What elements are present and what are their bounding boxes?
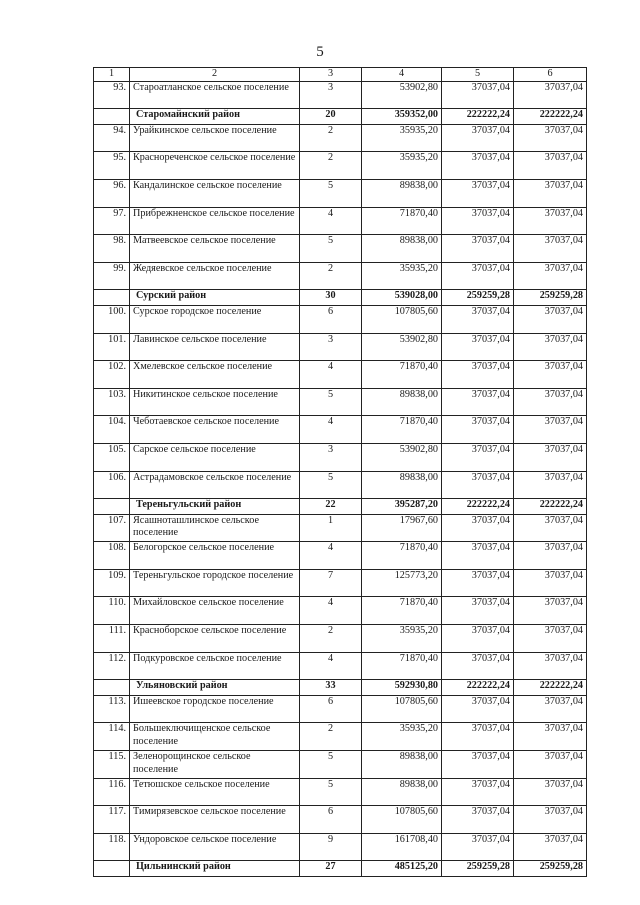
amount: 35935,20 [362,124,442,152]
settlement-row [94,416,587,444]
row-number [94,109,130,125]
row-number [94,290,130,306]
quantity: 7 [300,569,362,597]
quantity: 5 [300,751,362,779]
quantity: 2 [300,625,362,653]
value-col-5: 37037,04 [442,514,514,542]
value-col-5: 222222,24 [442,499,514,515]
value-col-5: 37037,04 [442,388,514,416]
amount: 89838,00 [362,235,442,263]
quantity: 1 [300,514,362,542]
row-number: 105. [94,443,130,471]
row-number: 104. [94,416,130,444]
row-number [94,499,130,515]
quantity: 4 [300,207,362,235]
settlement-name: Староатланское сельское поселение [130,81,300,109]
settlement-row [94,833,587,861]
settlement-name: Никитинское сельское поселение [130,388,300,416]
quantity: 5 [300,778,362,806]
quantity: 4 [300,597,362,625]
row-number: 114. [94,723,130,751]
district-name: Сурский район [130,290,300,306]
amount: 89838,00 [362,751,442,779]
value-col-6: 37037,04 [514,152,587,180]
quantity: 6 [300,806,362,834]
column-number-2: 2 [130,68,300,82]
settlement-name: Чеботаевское сельское поселение [130,416,300,444]
value-col-5: 37037,04 [442,723,514,751]
settlement-name: Михайловское сельское поселение [130,597,300,625]
value-col-5: 37037,04 [442,778,514,806]
value-col-6: 37037,04 [514,81,587,109]
quantity: 27 [300,861,362,877]
settlement-name: Матвеевское сельское поселение [130,235,300,263]
district-total-row [94,109,587,125]
row-number: 96. [94,179,130,207]
value-col-5: 37037,04 [442,597,514,625]
amount: 485125,20 [362,861,442,877]
value-col-6: 222222,24 [514,109,587,125]
value-col-6: 37037,04 [514,443,587,471]
settlement-name: Жедяевское сельское поселение [130,262,300,290]
value-col-6: 259259,28 [514,290,587,306]
settlement-row [94,443,587,471]
quantity: 4 [300,416,362,444]
value-col-6: 37037,04 [514,569,587,597]
amount: 89838,00 [362,179,442,207]
column-number-6: 6 [514,68,587,82]
settlement-name: Подкуровское сельское поселение [130,652,300,680]
settlement-name: Ундоровское сельское поселение [130,833,300,861]
quantity: 5 [300,235,362,263]
amount: 35935,20 [362,152,442,180]
settlement-row [94,751,587,779]
quantity: 2 [300,124,362,152]
value-col-6: 37037,04 [514,235,587,263]
column-number-5: 5 [442,68,514,82]
amount: 35935,20 [362,625,442,653]
value-col-6: 37037,04 [514,723,587,751]
quantity: 22 [300,499,362,515]
settlement-row [94,179,587,207]
value-col-6: 37037,04 [514,778,587,806]
row-number: 94. [94,124,130,152]
row-number: 116. [94,778,130,806]
value-col-6: 37037,04 [514,806,587,834]
amount: 17967,60 [362,514,442,542]
value-col-5: 222222,24 [442,109,514,125]
value-col-5: 37037,04 [442,471,514,499]
quantity: 5 [300,388,362,416]
district-total-row [94,499,587,515]
value-col-5: 37037,04 [442,542,514,570]
value-col-6: 37037,04 [514,361,587,389]
amount: 71870,40 [362,207,442,235]
row-number: 109. [94,569,130,597]
settlement-name: Ясашноташлинское сельское поселение [130,514,300,542]
settlement-name: Урайкинское сельское поселение [130,124,300,152]
value-col-5: 37037,04 [442,833,514,861]
quantity: 4 [300,652,362,680]
amount: 89838,00 [362,471,442,499]
value-col-6: 37037,04 [514,625,587,653]
value-col-6: 37037,04 [514,833,587,861]
row-number [94,680,130,696]
row-number: 110. [94,597,130,625]
settlement-row [94,81,587,109]
value-col-5: 37037,04 [442,625,514,653]
settlement-name: Сарское сельское поселение [130,443,300,471]
amount: 71870,40 [362,597,442,625]
quantity: 2 [300,152,362,180]
value-col-6: 37037,04 [514,695,587,723]
settlement-row [94,333,587,361]
settlement-row [94,124,587,152]
settlement-name: Белогорское сельское поселение [130,542,300,570]
district-name: Старомайнский район [130,109,300,125]
quantity: 5 [300,471,362,499]
row-number: 112. [94,652,130,680]
settlement-row [94,514,587,542]
value-col-6: 37037,04 [514,471,587,499]
row-number: 99. [94,262,130,290]
quantity: 5 [300,179,362,207]
value-col-5: 259259,28 [442,861,514,877]
amount: 89838,00 [362,388,442,416]
amount: 107805,60 [362,695,442,723]
settlement-name: Краснореченское сельское поселение [130,152,300,180]
amount: 592930,80 [362,680,442,696]
value-col-6: 37037,04 [514,652,587,680]
column-number-1: 1 [94,68,130,82]
quantity: 4 [300,542,362,570]
row-number: 95. [94,152,130,180]
value-col-5: 37037,04 [442,361,514,389]
table-header-row [94,68,587,82]
row-number: 107. [94,514,130,542]
value-col-5: 259259,28 [442,290,514,306]
row-number: 106. [94,471,130,499]
value-col-6: 37037,04 [514,333,587,361]
row-number: 93. [94,81,130,109]
settlement-row [94,569,587,597]
settlement-name: Зеленорощинское сельское поселение [130,751,300,779]
value-col-6: 37037,04 [514,597,587,625]
row-number: 118. [94,833,130,861]
value-col-6: 222222,24 [514,499,587,515]
settlement-name: Хмелевское сельское поселение [130,361,300,389]
settlement-row [94,778,587,806]
amount: 35935,20 [362,723,442,751]
value-col-5: 37037,04 [442,235,514,263]
column-number-3: 3 [300,68,362,82]
district-total-row [94,290,587,306]
value-col-5: 37037,04 [442,124,514,152]
allocation-table [93,67,587,877]
value-col-5: 37037,04 [442,806,514,834]
settlement-name: Лавинское сельское поселение [130,333,300,361]
settlement-name: Ишеевское городское поселение [130,695,300,723]
row-number: 117. [94,806,130,834]
row-number: 101. [94,333,130,361]
amount: 53902,80 [362,333,442,361]
settlement-name: Прибрежненское сельское поселение [130,207,300,235]
row-number: 100. [94,305,130,333]
row-number [94,861,130,877]
amount: 107805,60 [362,305,442,333]
value-col-5: 37037,04 [442,569,514,597]
value-col-6: 37037,04 [514,124,587,152]
settlement-name: Тетюшское сельское поселение [130,778,300,806]
district-name: Цильнинский район [130,861,300,877]
amount: 71870,40 [362,542,442,570]
settlement-row [94,542,587,570]
district-name: Тереньгульский район [130,499,300,515]
value-col-5: 37037,04 [442,207,514,235]
quantity: 33 [300,680,362,696]
amount: 89838,00 [362,778,442,806]
settlement-name: Сурское городское поселение [130,305,300,333]
settlement-name: Астрадамовское сельское поселение [130,471,300,499]
settlement-row [94,305,587,333]
amount: 53902,80 [362,443,442,471]
quantity: 6 [300,695,362,723]
amount: 395287,20 [362,499,442,515]
settlement-name: Тереньгульское городское поселение [130,569,300,597]
row-number: 111. [94,625,130,653]
row-number: 98. [94,235,130,263]
value-col-6: 37037,04 [514,305,587,333]
row-number: 102. [94,361,130,389]
value-col-6: 37037,04 [514,262,587,290]
amount: 125773,20 [362,569,442,597]
settlement-row [94,388,587,416]
value-col-5: 222222,24 [442,680,514,696]
value-col-5: 37037,04 [442,179,514,207]
settlement-row [94,806,587,834]
settlement-name: Красноборское сельское поселение [130,625,300,653]
settlement-name: Тимирязевское сельское поселение [130,806,300,834]
settlement-row [94,652,587,680]
quantity: 9 [300,833,362,861]
amount: 71870,40 [362,652,442,680]
district-name: Ульяновский район [130,680,300,696]
settlement-row [94,597,587,625]
quantity: 20 [300,109,362,125]
settlement-row [94,361,587,389]
quantity: 2 [300,262,362,290]
value-col-5: 37037,04 [442,262,514,290]
quantity: 6 [300,305,362,333]
value-col-5: 37037,04 [442,305,514,333]
district-total-row [94,861,587,877]
row-number: 113. [94,695,130,723]
value-col-5: 37037,04 [442,751,514,779]
value-col-6: 37037,04 [514,207,587,235]
settlement-row [94,723,587,751]
value-col-6: 37037,04 [514,416,587,444]
value-col-5: 37037,04 [442,416,514,444]
value-col-6: 37037,04 [514,388,587,416]
amount: 107805,60 [362,806,442,834]
district-total-row [94,680,587,696]
settlement-row [94,152,587,180]
amount: 539028,00 [362,290,442,306]
value-col-5: 37037,04 [442,152,514,180]
quantity: 4 [300,361,362,389]
amount: 359352,00 [362,109,442,125]
settlement-row [94,235,587,263]
column-number-4: 4 [362,68,442,82]
value-col-6: 37037,04 [514,542,587,570]
quantity: 3 [300,333,362,361]
settlement-name: Кандалинское сельское поселение [130,179,300,207]
value-col-6: 222222,24 [514,680,587,696]
amount: 161708,40 [362,833,442,861]
value-col-5: 37037,04 [442,443,514,471]
settlement-name: Большеключищенское сельское поселение [130,723,300,751]
row-number: 115. [94,751,130,779]
value-col-5: 37037,04 [442,652,514,680]
row-number: 108. [94,542,130,570]
amount: 71870,40 [362,361,442,389]
page-number: 5 [316,44,324,60]
value-col-5: 37037,04 [442,81,514,109]
row-number: 97. [94,207,130,235]
value-col-6: 259259,28 [514,861,587,877]
value-col-6: 37037,04 [514,179,587,207]
quantity: 30 [300,290,362,306]
value-col-5: 37037,04 [442,333,514,361]
row-number: 103. [94,388,130,416]
settlement-row [94,262,587,290]
settlement-row [94,207,587,235]
settlement-row [94,471,587,499]
amount: 53902,80 [362,81,442,109]
value-col-5: 37037,04 [442,695,514,723]
amount: 35935,20 [362,262,442,290]
settlement-row [94,625,587,653]
table-body [94,68,587,877]
settlement-row [94,695,587,723]
quantity: 3 [300,443,362,471]
value-col-6: 37037,04 [514,751,587,779]
amount: 71870,40 [362,416,442,444]
quantity: 3 [300,81,362,109]
quantity: 2 [300,723,362,751]
value-col-6: 37037,04 [514,514,587,542]
